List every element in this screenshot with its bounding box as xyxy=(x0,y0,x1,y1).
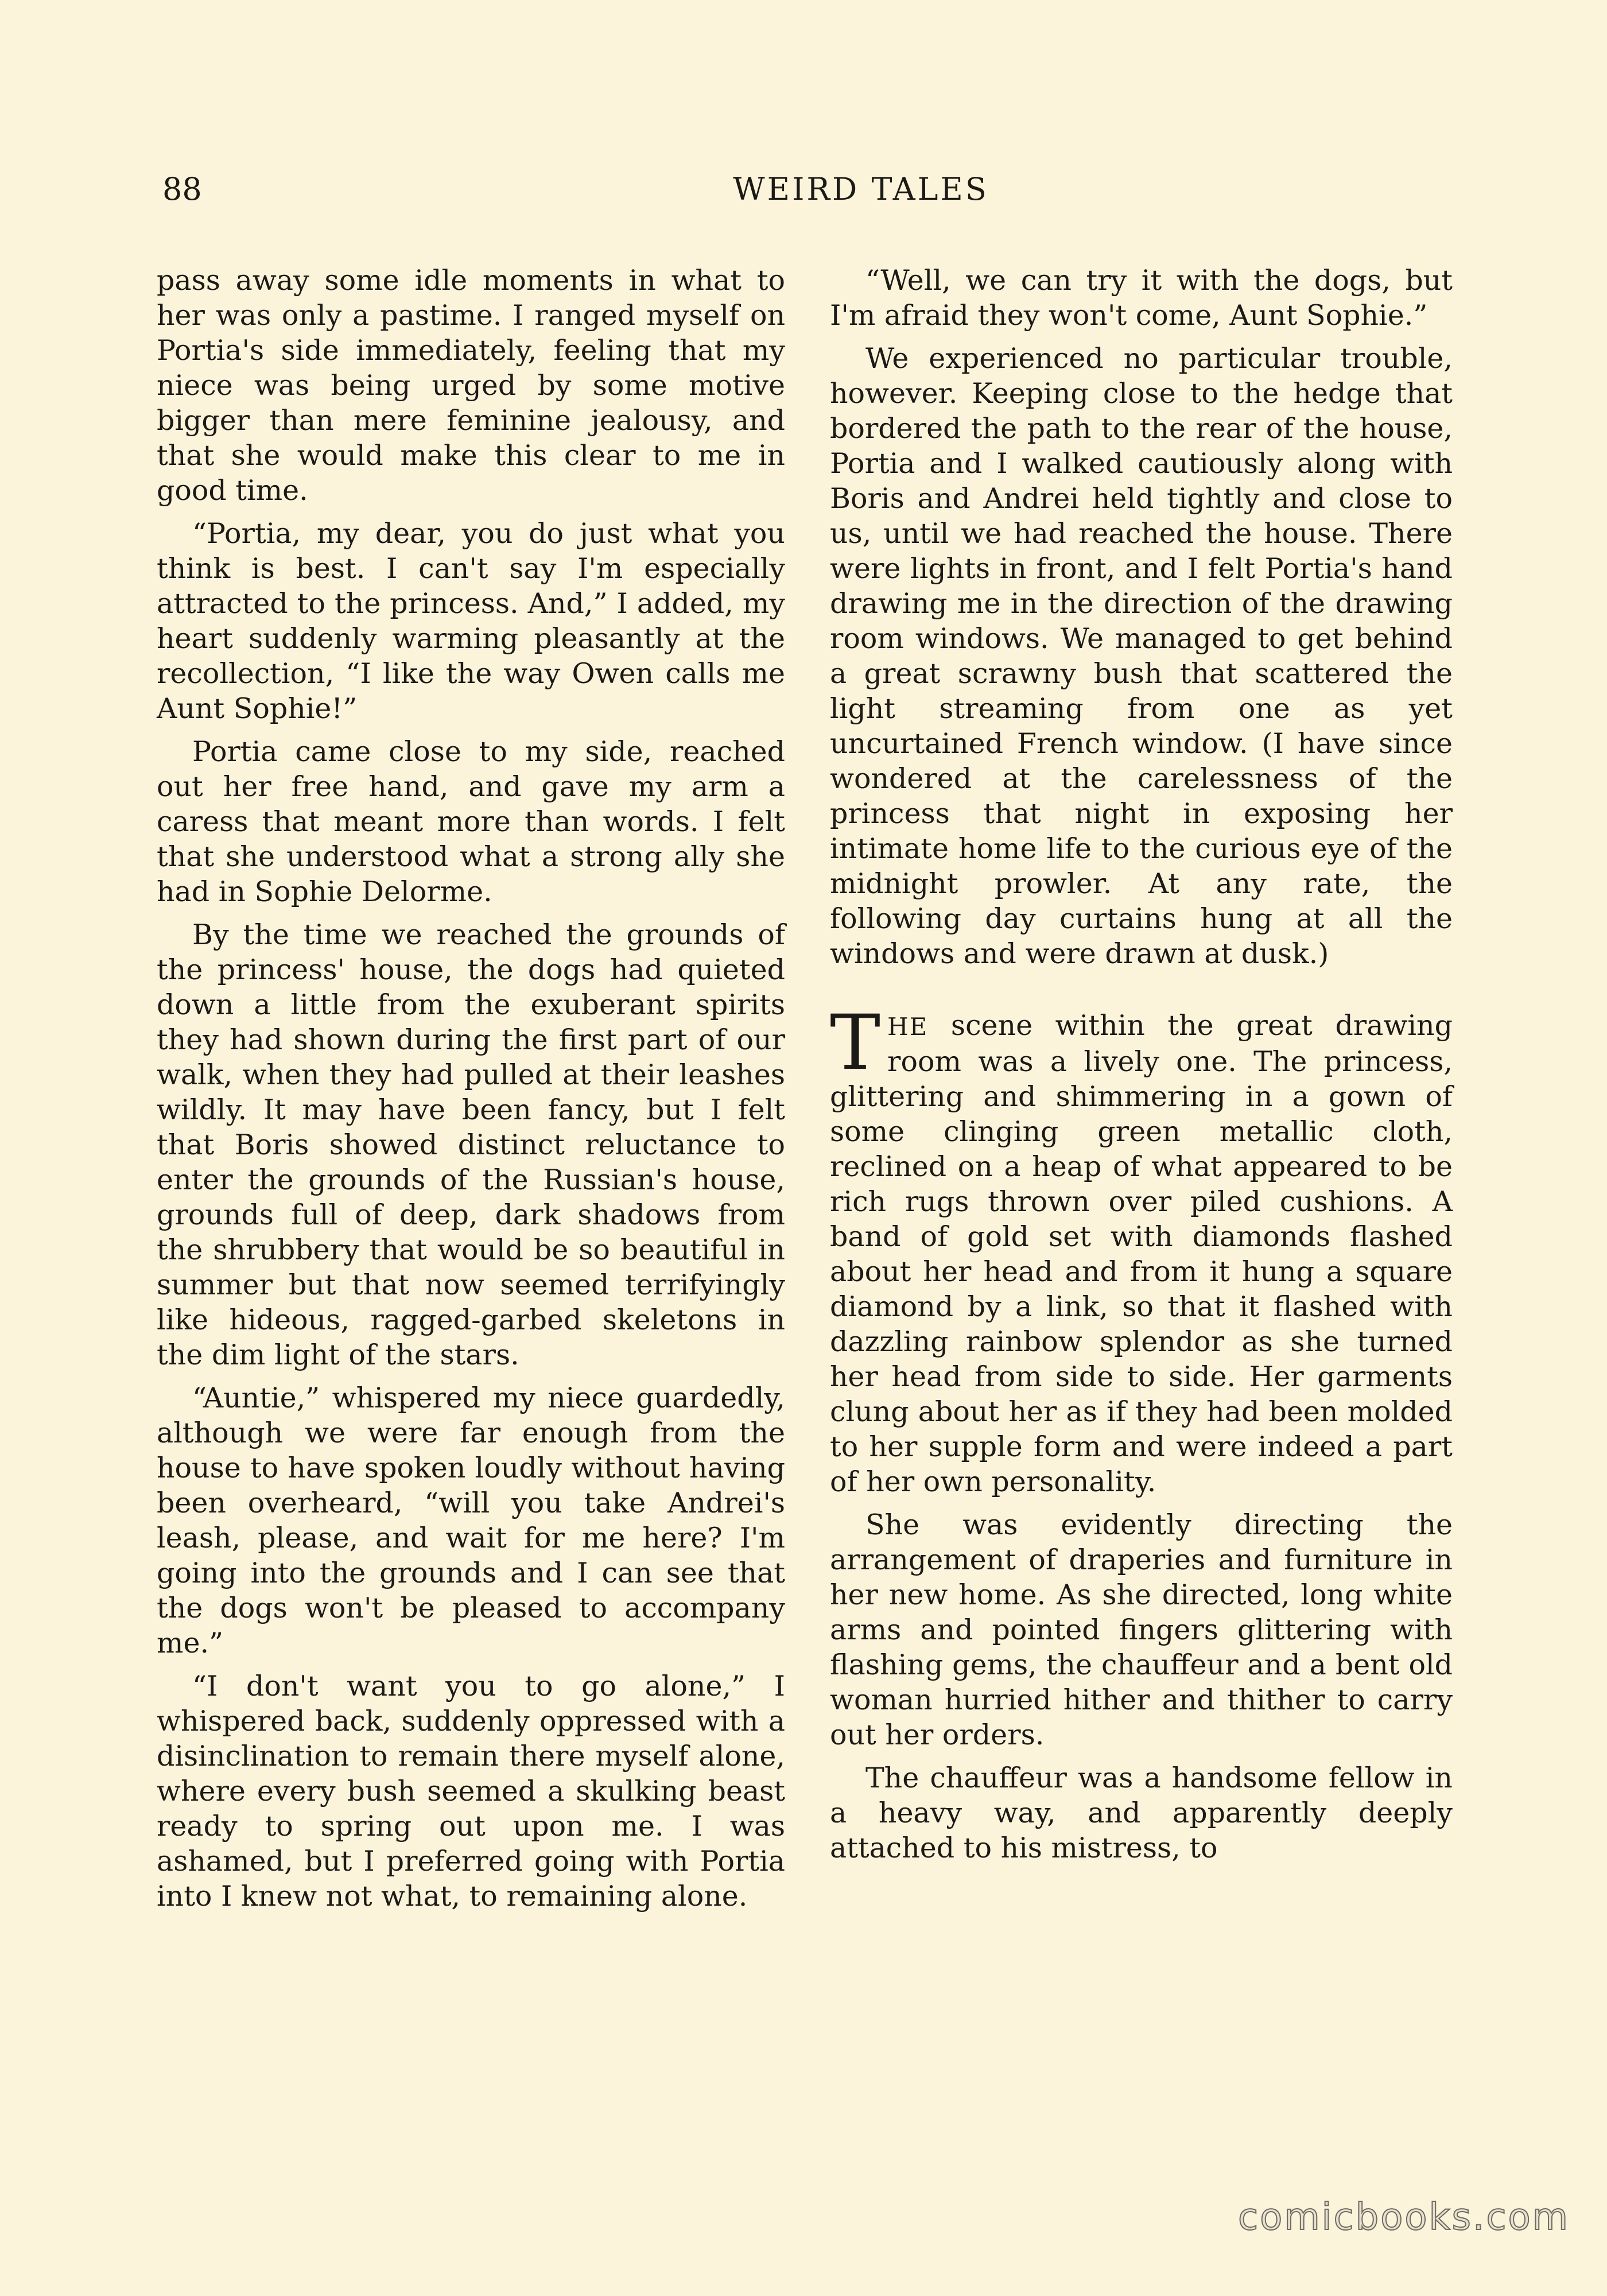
paragraph: “I don't want you to go alone,” I whispered back, suddenly oppressed with a disinclination to remain there myself alone, where every bush seemed a skulking beast ready to spring out upon me. I was ashamed, but I preferred going with Portia into I knew not what, to remaining alone. xyxy=(157,1670,785,1913)
drop-cap: T xyxy=(830,999,881,1087)
paragraph: We experienced no particular trouble, however. Keeping close to the hedge that bordered the path to the rear of the house, Portia and I walked cautiously along with Boris and Andrei held tightly and close to us, until we had reached the house. There were lights in front, and I felt Portia's hand drawing me in the direction of the drawing room windows. We managed to get behind a great scrawny bush that scattered the light streaming from one as yet uncurtained French window. (I have since wondered at the carelessness of the princess that night in exposing her intimate home life to the curious eye of the midnight prowler. At any rate, the following day curtains hung at all the windows and were drawn at dusk.) xyxy=(830,342,1453,970)
paragraph: The chauffeur was a handsome fellow in a heavy way, and apparently deeply attached to his mistress, to xyxy=(830,1762,1453,1864)
paragraph: pass away some idle moments in what to her was only a pastime. I ranged myself on Portia's side immediately, feeling that my niece was being urged by some motive bigger than mere feminine jealousy, and that she would make this clear to me in good time. xyxy=(157,264,785,507)
paragraph: Portia came close to my side, reached out her free hand, and gave my arm a caress that meant more than words. I felt that she understood what a strong ally she had in Sophie Delorme. xyxy=(157,735,785,908)
paragraph: By the time we reached the grounds of the princess' house, the dogs had quieted down a little from the exuberant spirits they had shown during the first part of our walk, when they had pulled at their leashes wildly. It may have been fancy, but I felt that Boris showed distinct reluctance to enter the grounds of the Russian's house, grounds full of deep, dark shadows from the shrubbery that would be so beautiful in summer but that now seemed terrifyingly like hideous, ragged-garbed skeletons in the dim light of the stars. xyxy=(157,918,785,1371)
right-column xyxy=(830,263,1453,1874)
left-column xyxy=(157,263,785,1922)
page-number: 88 xyxy=(162,171,202,207)
paragraph: “Well, we can try it with the dogs, but I'm afraid they won't come, Aunt Sophie.” xyxy=(830,264,1453,332)
paragraph: “Auntie,” whispered my niece guardedly, although we were far enough from the house to have spoken loudly without having been overheard, “will you take Andrei's leash, please, and wait for me here? I'm going into the grounds and I can see that the dogs won't be pleased to accompany me.” xyxy=(157,1382,785,1659)
paragraph-text: scene within the great drawing room was a lively one. The princess, glittering and shimmering in a gown of some clinging green metallic cloth, reclined on a heap of what appeared to be rich rugs thrown over piled cushions. A band of gold set with diamonds flashed about her head and from it hung a square diamond by a link, so that it flashed with dazzling rainbow splendor as she turned her head from side to side. Her garments clung about her as if they had been molded to her supple form and were indeed a part of her own personality. xyxy=(830,1009,1453,1498)
small-caps-lead: HE xyxy=(887,1013,929,1041)
paragraph: “Portia, my dear, you do just what you think is best. I can't say I'm especially attracted to the princess. And,” I added, my heart suddenly warming pleasantly at the recollection, “I like the way Owen calls me Aunt Sophie!” xyxy=(157,517,785,725)
section-opening-paragraph xyxy=(830,999,1453,1499)
watermark: comicbooks.com xyxy=(1237,2196,1570,2239)
running-title: WEIRD TALES xyxy=(733,171,989,207)
paragraph: She was evidently directing the arrangement of draperies and furniture in her new home. As she directed, long white arms and pointed fingers glittering with flashing gems, the chauffeur and a bent old woman hurried hither and thither to carry out her orders. xyxy=(830,1508,1453,1751)
